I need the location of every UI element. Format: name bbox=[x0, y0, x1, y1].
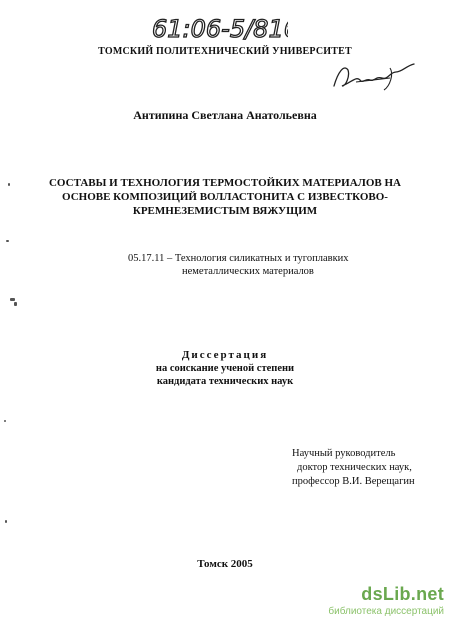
specialty bbox=[128, 252, 349, 278]
dissertation-title bbox=[0, 176, 450, 218]
scan-speck bbox=[14, 302, 17, 306]
supervisor-line-2: доктор технических наук, bbox=[297, 462, 412, 473]
university-name: ТОМСКИЙ ПОЛИТЕХНИЧЕСКИЙ УНИВЕРСИТЕТ bbox=[98, 46, 352, 57]
watermark-tagline: библиотека диссертаций bbox=[328, 606, 444, 617]
city-year: Томск 2005 bbox=[197, 558, 253, 570]
archive-code-drawing bbox=[148, 12, 288, 44]
title-line-1: СОСТАВЫ И ТЕХНОЛОГИЯ ТЕРМОСТОЙКИХ МАТЕРИАЛОВ НА bbox=[48, 177, 401, 189]
specialty-line-2: неметаллических материалов bbox=[182, 266, 314, 277]
title-line-2: ОСНОВЕ КОМПОЗИЦИЙ ВОЛЛАСТОНИТА С ИЗВЕСТКОВО- bbox=[62, 191, 388, 203]
watermark-brand: dsLib.net bbox=[361, 584, 444, 604]
scan-speck bbox=[5, 520, 7, 523]
scan-speck bbox=[8, 183, 10, 186]
degree-line-1: на соискание ученой степени bbox=[155, 363, 295, 374]
archive-code-text: 61:06-5/816 bbox=[152, 15, 288, 43]
scan-speck bbox=[6, 240, 9, 242]
signature bbox=[330, 60, 422, 94]
scan-speck bbox=[4, 420, 6, 422]
degree-line-2: кандидата технических наук bbox=[156, 376, 294, 387]
watermark-logo bbox=[324, 584, 444, 620]
archive-code-handwritten bbox=[148, 12, 288, 44]
dissertation-heading: Диссертация bbox=[181, 349, 269, 361]
supervisor-line-1: Научный руководитель bbox=[292, 448, 396, 459]
specialty-line-1: 05.17.11 – Технология силикатных и тугоплавких bbox=[128, 253, 349, 264]
degree-statement bbox=[0, 362, 450, 388]
author-name: Антипина Светлана Анатольевна bbox=[133, 108, 317, 122]
supervisor-line-3: профессор В.И. Верещагин bbox=[292, 476, 415, 487]
scan-speck bbox=[10, 298, 15, 301]
supervisor-block bbox=[292, 447, 415, 489]
signature-drawing bbox=[330, 60, 422, 94]
title-line-3: КРЕМНЕЗЕМИСТЫМ ВЯЖУЩИМ bbox=[132, 205, 318, 217]
